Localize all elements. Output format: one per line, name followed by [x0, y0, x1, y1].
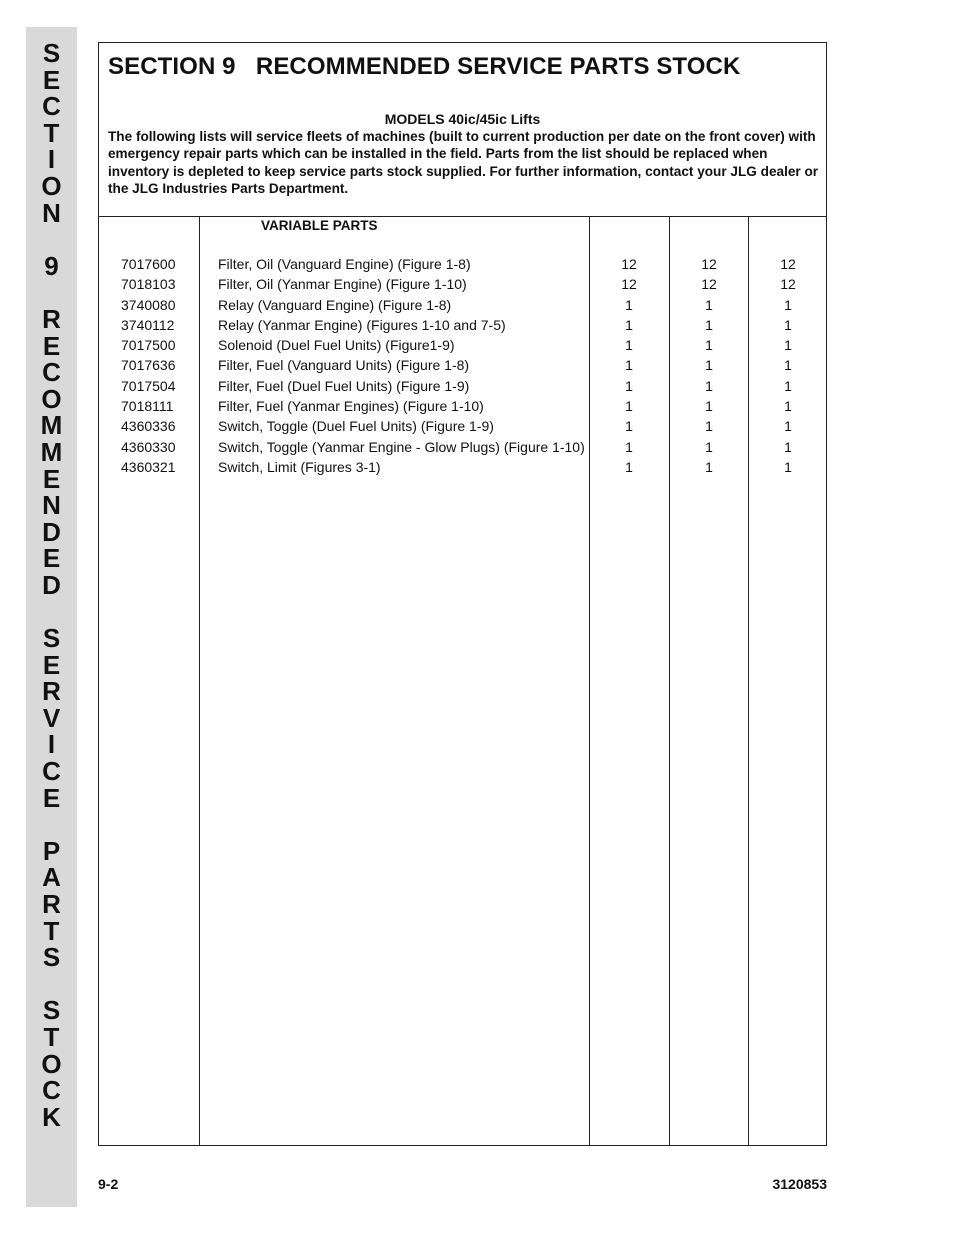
part-description: Filter, Fuel (Yanmar Engines) (Figure 1-10)	[218, 398, 484, 415]
side-tab-letter: R	[42, 889, 61, 919]
part-number: 4360321	[121, 458, 176, 475]
side-tab-letter	[48, 279, 55, 306]
side-tab-letter: M	[40, 436, 63, 467]
part-description: Switch, Toggle (Yanmar Engine - Glow Plugs) (Figure 1-10)	[218, 438, 585, 455]
quantity-col-2: 1	[705, 418, 713, 435]
side-tab-letter: C	[42, 91, 61, 122]
part-description: Switch, Limit (Figures 3-1)	[218, 458, 381, 475]
quantity-col-2: 1	[705, 316, 713, 333]
variable-parts-label: VARIABLE PARTS	[261, 218, 378, 233]
table-row	[99, 254, 826, 274]
quantity-col-1: 1	[625, 316, 633, 333]
side-tab-letter	[48, 971, 55, 998]
quantity-col-1: 1	[625, 357, 633, 374]
part-description: Solenoid (Duel Fuel Units) (Figure1-9)	[218, 337, 455, 354]
section-title: SECTION 9 RECOMMENDED SERVICE PARTS STOCK	[108, 53, 741, 80]
side-tab-letter	[48, 226, 55, 253]
quantity-col-2: 1	[705, 377, 713, 394]
side-tab-letter: A	[42, 862, 61, 893]
quantity-col-3: 1	[784, 377, 792, 394]
side-tab-letter: N	[42, 197, 61, 228]
quantity-col-1: 1	[625, 398, 633, 415]
part-number: 4360336	[121, 418, 176, 435]
table-row	[99, 416, 826, 436]
part-description: Filter, Oil (Yanmar Engine) (Figure 1-10)	[218, 276, 467, 293]
table-row	[99, 274, 826, 294]
part-description: Relay (Yanmar Engine) (Figures 1-10 and 7-5)	[218, 316, 506, 333]
part-description: Filter, Fuel (Duel Fuel Units) (Figure 1-9)	[218, 377, 470, 394]
side-tab-letter: N	[42, 490, 61, 521]
header-box	[99, 43, 826, 217]
quantity-col-3: 1	[784, 418, 792, 435]
side-tab-letter: E	[42, 330, 61, 361]
quantity-col-2: 1	[705, 357, 713, 374]
quantity-col-2: 12	[701, 256, 717, 272]
quantity-col-3: 1	[784, 316, 792, 333]
quantity-col-2: 1	[705, 398, 713, 415]
quantity-col-1: 1	[625, 458, 633, 475]
part-number: 7017636	[121, 357, 176, 374]
quantity-col-3: 12	[780, 256, 796, 272]
quantity-col-3: 1	[784, 357, 792, 374]
part-number: 7017600	[121, 256, 176, 272]
quantity-col-1: 1	[625, 377, 633, 394]
section-side-tab-text	[26, 40, 77, 1130]
part-number: 3740080	[121, 296, 176, 313]
side-tab-letter: O	[41, 1048, 62, 1079]
quantity-col-2: 1	[705, 438, 713, 455]
table-row	[99, 437, 826, 457]
side-tab-letter: R	[42, 303, 61, 334]
table-row	[99, 295, 826, 315]
quantity-col-1: 12	[621, 256, 637, 272]
side-tab-letter: C	[42, 357, 61, 388]
side-tab-letter: M	[40, 410, 63, 441]
side-tab-letter: C	[42, 1075, 61, 1106]
table-row	[99, 355, 826, 375]
part-number: 7018103	[121, 276, 176, 293]
part-number: 3740112	[121, 316, 175, 333]
quantity-col-3: 1	[784, 398, 792, 415]
side-tab-letter: D	[42, 516, 61, 547]
part-number: 4360330	[121, 438, 176, 455]
side-tab-letter: S	[42, 38, 61, 68]
quantity-col-3: 1	[784, 296, 792, 313]
side-tab-letter: O	[41, 383, 62, 414]
quantity-col-2: 12	[701, 276, 717, 293]
side-tab-letter	[48, 598, 55, 625]
side-tab-letter: T	[43, 1021, 60, 1052]
quantity-col-3: 1	[784, 337, 792, 354]
parts-stock-frame	[98, 42, 827, 1146]
side-tab-letter: P	[42, 835, 61, 866]
side-tab-letter: E	[42, 543, 61, 574]
quantity-col-2: 1	[705, 337, 713, 354]
side-tab-letter: S	[42, 942, 61, 973]
side-tab-letter: 9	[44, 250, 59, 281]
side-tab-letter: D	[42, 569, 61, 600]
part-number: 7017500	[121, 337, 176, 354]
table-row	[99, 376, 826, 396]
intro-paragraph: The following lists will service fleets of machines (built to current production per date on the front cover) with emergency repair parts which can be installed in the field. Parts from the list should be replaced when inventory is depleted to keep service parts stock supplied. For further information, contact your JLG dealer or the JLG Industries Parts Department.	[108, 129, 819, 197]
side-tab-letter: S	[42, 995, 61, 1026]
side-tab-letter: E	[42, 649, 61, 680]
side-tab-letter: I	[47, 729, 56, 760]
part-description: Filter, Oil (Vanguard Engine) (Figure 1-8)	[218, 256, 471, 272]
part-number: 7017504	[121, 377, 176, 394]
models-heading: MODELS 40ic/45ic Lifts	[384, 111, 541, 127]
side-tab-letter: I	[47, 144, 56, 175]
quantity-col-1: 12	[621, 276, 637, 293]
table-row	[99, 335, 826, 355]
quantity-col-2: 1	[705, 296, 713, 313]
quantity-col-3: 1	[784, 458, 792, 475]
quantity-col-1: 1	[625, 418, 633, 435]
side-tab-letter: R	[42, 676, 61, 707]
table-row	[99, 396, 826, 416]
table-row	[99, 457, 826, 477]
side-tab-letter: E	[42, 463, 61, 494]
quantity-col-1: 1	[625, 296, 633, 313]
part-description: Relay (Vanguard Engine) (Figure 1-8)	[218, 296, 452, 313]
side-tab-letter: O	[41, 170, 62, 201]
side-tab-letter: K	[42, 1101, 61, 1132]
side-tab-letter: V	[42, 702, 61, 733]
part-description: Switch, Toggle (Duel Fuel Units) (Figure 1-9)	[218, 418, 494, 435]
table-row	[99, 315, 826, 335]
page-number: 9-2	[98, 1176, 119, 1192]
document-number: 3120853	[772, 1176, 827, 1192]
part-description: Filter, Fuel (Vanguard Units) (Figure 1-8)	[218, 357, 470, 374]
part-number: 7018111	[121, 398, 174, 415]
quantity-col-2: 1	[705, 458, 713, 475]
side-tab-letter	[48, 811, 55, 838]
side-tab-letter: C	[42, 756, 61, 787]
quantity-col-3: 1	[784, 438, 792, 455]
side-tab-letter: S	[42, 623, 61, 654]
quantity-col-1: 1	[625, 337, 633, 354]
quantity-col-3: 12	[780, 276, 796, 293]
quantity-col-1: 1	[625, 438, 633, 455]
side-tab-letter: T	[43, 915, 60, 946]
side-tab-letter: E	[42, 64, 61, 95]
parts-list	[99, 254, 826, 477]
side-tab-letter: T	[43, 117, 60, 148]
side-tab-letter: E	[42, 782, 61, 813]
